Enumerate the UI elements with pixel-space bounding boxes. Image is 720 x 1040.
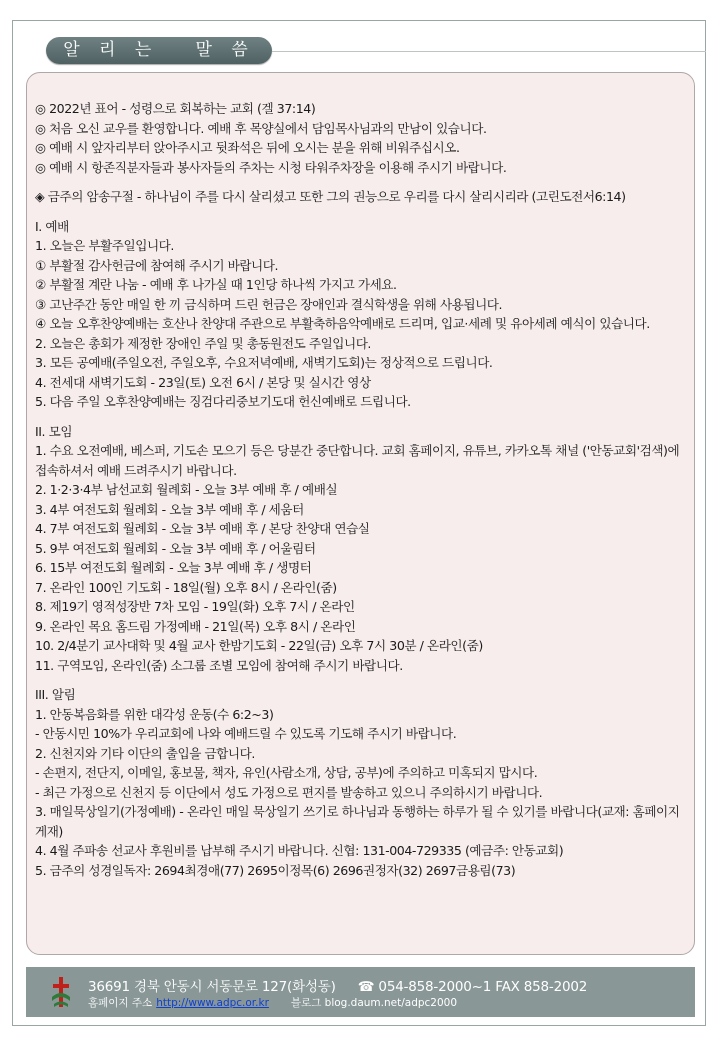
list-item: ② 부활절 계란 나눔 - 예배 후 나가실 때 1인당 하나씩 가지고 가세요.	[35, 277, 397, 292]
list-item: ③ 고난주간 동안 매일 한 끼 금식하며 드린 헌금은 장애인과 결식학생을 위해 사용됩니다.	[35, 296, 503, 312]
church-logo-icon	[50, 975, 72, 1009]
list-item: 1. 수요 오전예배, 베스퍼, 기도손 모으기 등은 당분간 중단합니다. 교회 홈페이지, 유튜브, 카카오톡 채널 ('안동교회'검색)에 접속하셔서 예배 드려주시기 바랍니다.	[35, 443, 680, 478]
list-item: ① 부활절 감사헌금에 참여해 주시기 바랍니다.	[35, 257, 279, 273]
list-item: 5. 9부 여전도회 월례회 - 오늘 3부 예배 후 / 어울림터	[35, 540, 316, 556]
list-item: 6. 15부 여전도회 월례회 - 오늘 3부 예배 후 / 생명터	[35, 560, 312, 575]
list-item: 4. 전세대 새벽기도회 - 23일(토) 오전 6시 / 본당 및 실시간 영상	[35, 374, 371, 390]
list-item: 2. 오늘은 총회가 제정한 장애인 주일 및 총동원전도 주일입니다.	[35, 335, 371, 351]
worship-section	[35, 217, 684, 412]
blog-address: 블로그 blog.daum.net/adpc2000	[290, 997, 458, 1009]
list-item: 4. 7부 여전도회 월례회 - 오늘 3부 예배 후 / 본당 찬양대 연습실	[35, 521, 370, 536]
section-heading: III. 알림	[35, 687, 76, 702]
list-item: 9. 온라인 목요 홈드림 가정예배 - 21일(목) 오후 8시 / 온라인	[35, 618, 356, 634]
title-divider	[272, 51, 706, 52]
list-item: - 최근 가정으로 신천지 등 이단에서 성도 가정으로 편지를 발송하고 있으니 주의하시기 바랍니다.	[35, 784, 543, 800]
list-item: - 안동시민 10%가 우리교회에 나와 예배드릴 수 있도록 기도해 주시기 바랍니다.	[35, 726, 457, 741]
list-item: 8. 제19기 영적성장반 7차 모임 - 19일(화) 오후 7시 / 온라인	[35, 599, 355, 614]
list-item: - 손편지, 전단지, 이메일, 홍보물, 책자, 유인(사람소개, 상담, 공부)에 주의하고 미혹되지 맙시다.	[35, 765, 538, 780]
notice-line: ◎ 예배 시 항존직분자들과 봉사자들의 주차는 시청 타워주차장을 이용해 주시기 바랍니다.	[35, 159, 507, 175]
list-item: ④ 오늘 오후찬양예배는 호산나 찬양대 주관으로 부활축하음악예배로 드리며, 입교·세례 및 유아세례 예식이 있습니다.	[35, 316, 650, 331]
notice-line: ◎ 처음 오신 교우를 환영합니다. 예배 후 목양실에서 담임목사님과의 만남이 있습니다.	[35, 120, 487, 136]
list-item: 2. 1·2·3·4부 남선교회 월례회 - 오늘 3부 예배 후 / 예배실	[35, 482, 338, 497]
list-item: 3. 모든 공예배(주일오전, 주일오후, 수요저녁예배, 새벽기도회)는 정상적으로 드립니다.	[35, 355, 493, 370]
section-heading: II. 모임	[35, 423, 73, 439]
list-item: 4. 4월 주파송 선교사 후원비를 납부해 주시기 바랍니다. 신협: 131-004-729335 (예금주: 안동교회)	[35, 843, 564, 858]
meetings-section	[35, 422, 684, 676]
footer-links	[88, 995, 457, 1010]
list-item: 5. 금주의 성경일독자: 2694최경애(77) 2695이정목(6) 2696권정자(32) 2697금용림(73)	[35, 862, 516, 878]
announcements-section	[35, 685, 684, 880]
notices-section	[35, 99, 684, 177]
list-item: 1. 안동복음화를 위한 대각성 운동(수 6:2~3)	[35, 706, 274, 722]
list-item: 2. 신천지와 기타 이단의 출입을 금합니다.	[35, 745, 255, 761]
list-item: 3. 4부 여전도회 월례회 - 오늘 3부 예배 후 / 세움터	[35, 501, 304, 517]
list-item: 11. 구역모임, 온라인(줌) 소그룹 조별 모임에 참여해 주시기 바랍니다.	[35, 657, 403, 673]
section-heading: I. 예배	[35, 218, 69, 234]
homepage-link[interactable]: http://www.adpc.or.kr	[156, 997, 269, 1009]
list-item: 10. 2/4분기 교사대학 및 4월 교사 한밤기도회 - 22일(금) 오후 7시 30분 / 온라인(줌)	[35, 638, 483, 653]
page-title: 알 리 는 말 씀	[46, 37, 272, 64]
memory-verse: ◈ 금주의 암송구절 - 하나님이 주를 다시 살리셨고 또한 그의 권능으로 우리를 다시 살리시리라 (고린도전서6:14)	[35, 189, 626, 204]
announcement-box	[26, 72, 695, 955]
footer-contact	[88, 975, 587, 995]
footer-bar	[26, 967, 695, 1017]
list-item: 1. 오늘은 부활주일입니다.	[35, 238, 174, 253]
list-item: 7. 온라인 100인 기도회 - 18일(월) 오후 8시 / 온라인(줌)	[35, 579, 337, 595]
list-item: 5. 다음 주일 오후찬양예배는 징검다리중보기도대 헌신예배로 드립니다.	[35, 394, 411, 409]
footer-phone: ☎ 054-858-2000~1 FAX 858-2002	[357, 979, 588, 995]
notice-line: ◎ 예배 시 앞자리부터 앉아주시고 뒷좌석은 뒤에 오시는 분을 위해 비워주십시오.	[35, 140, 460, 155]
list-item: 3. 매일묵상일기(가정예배) - 온라인 매일 묵상일기 쓰기로 하나님과 동행하는 하루가 될 수 있기를 바랍니다(교재: 홈페이지 게재)	[35, 804, 680, 839]
notice-line: ◎ 2022년 표어 - 성령으로 회복하는 교회 (겔 37:14)	[35, 101, 316, 116]
homepage-label: 홈페이지 주소	[88, 997, 153, 1009]
footer-address: 36691 경북 안동시 서동문로 127(화성동)	[88, 979, 336, 995]
